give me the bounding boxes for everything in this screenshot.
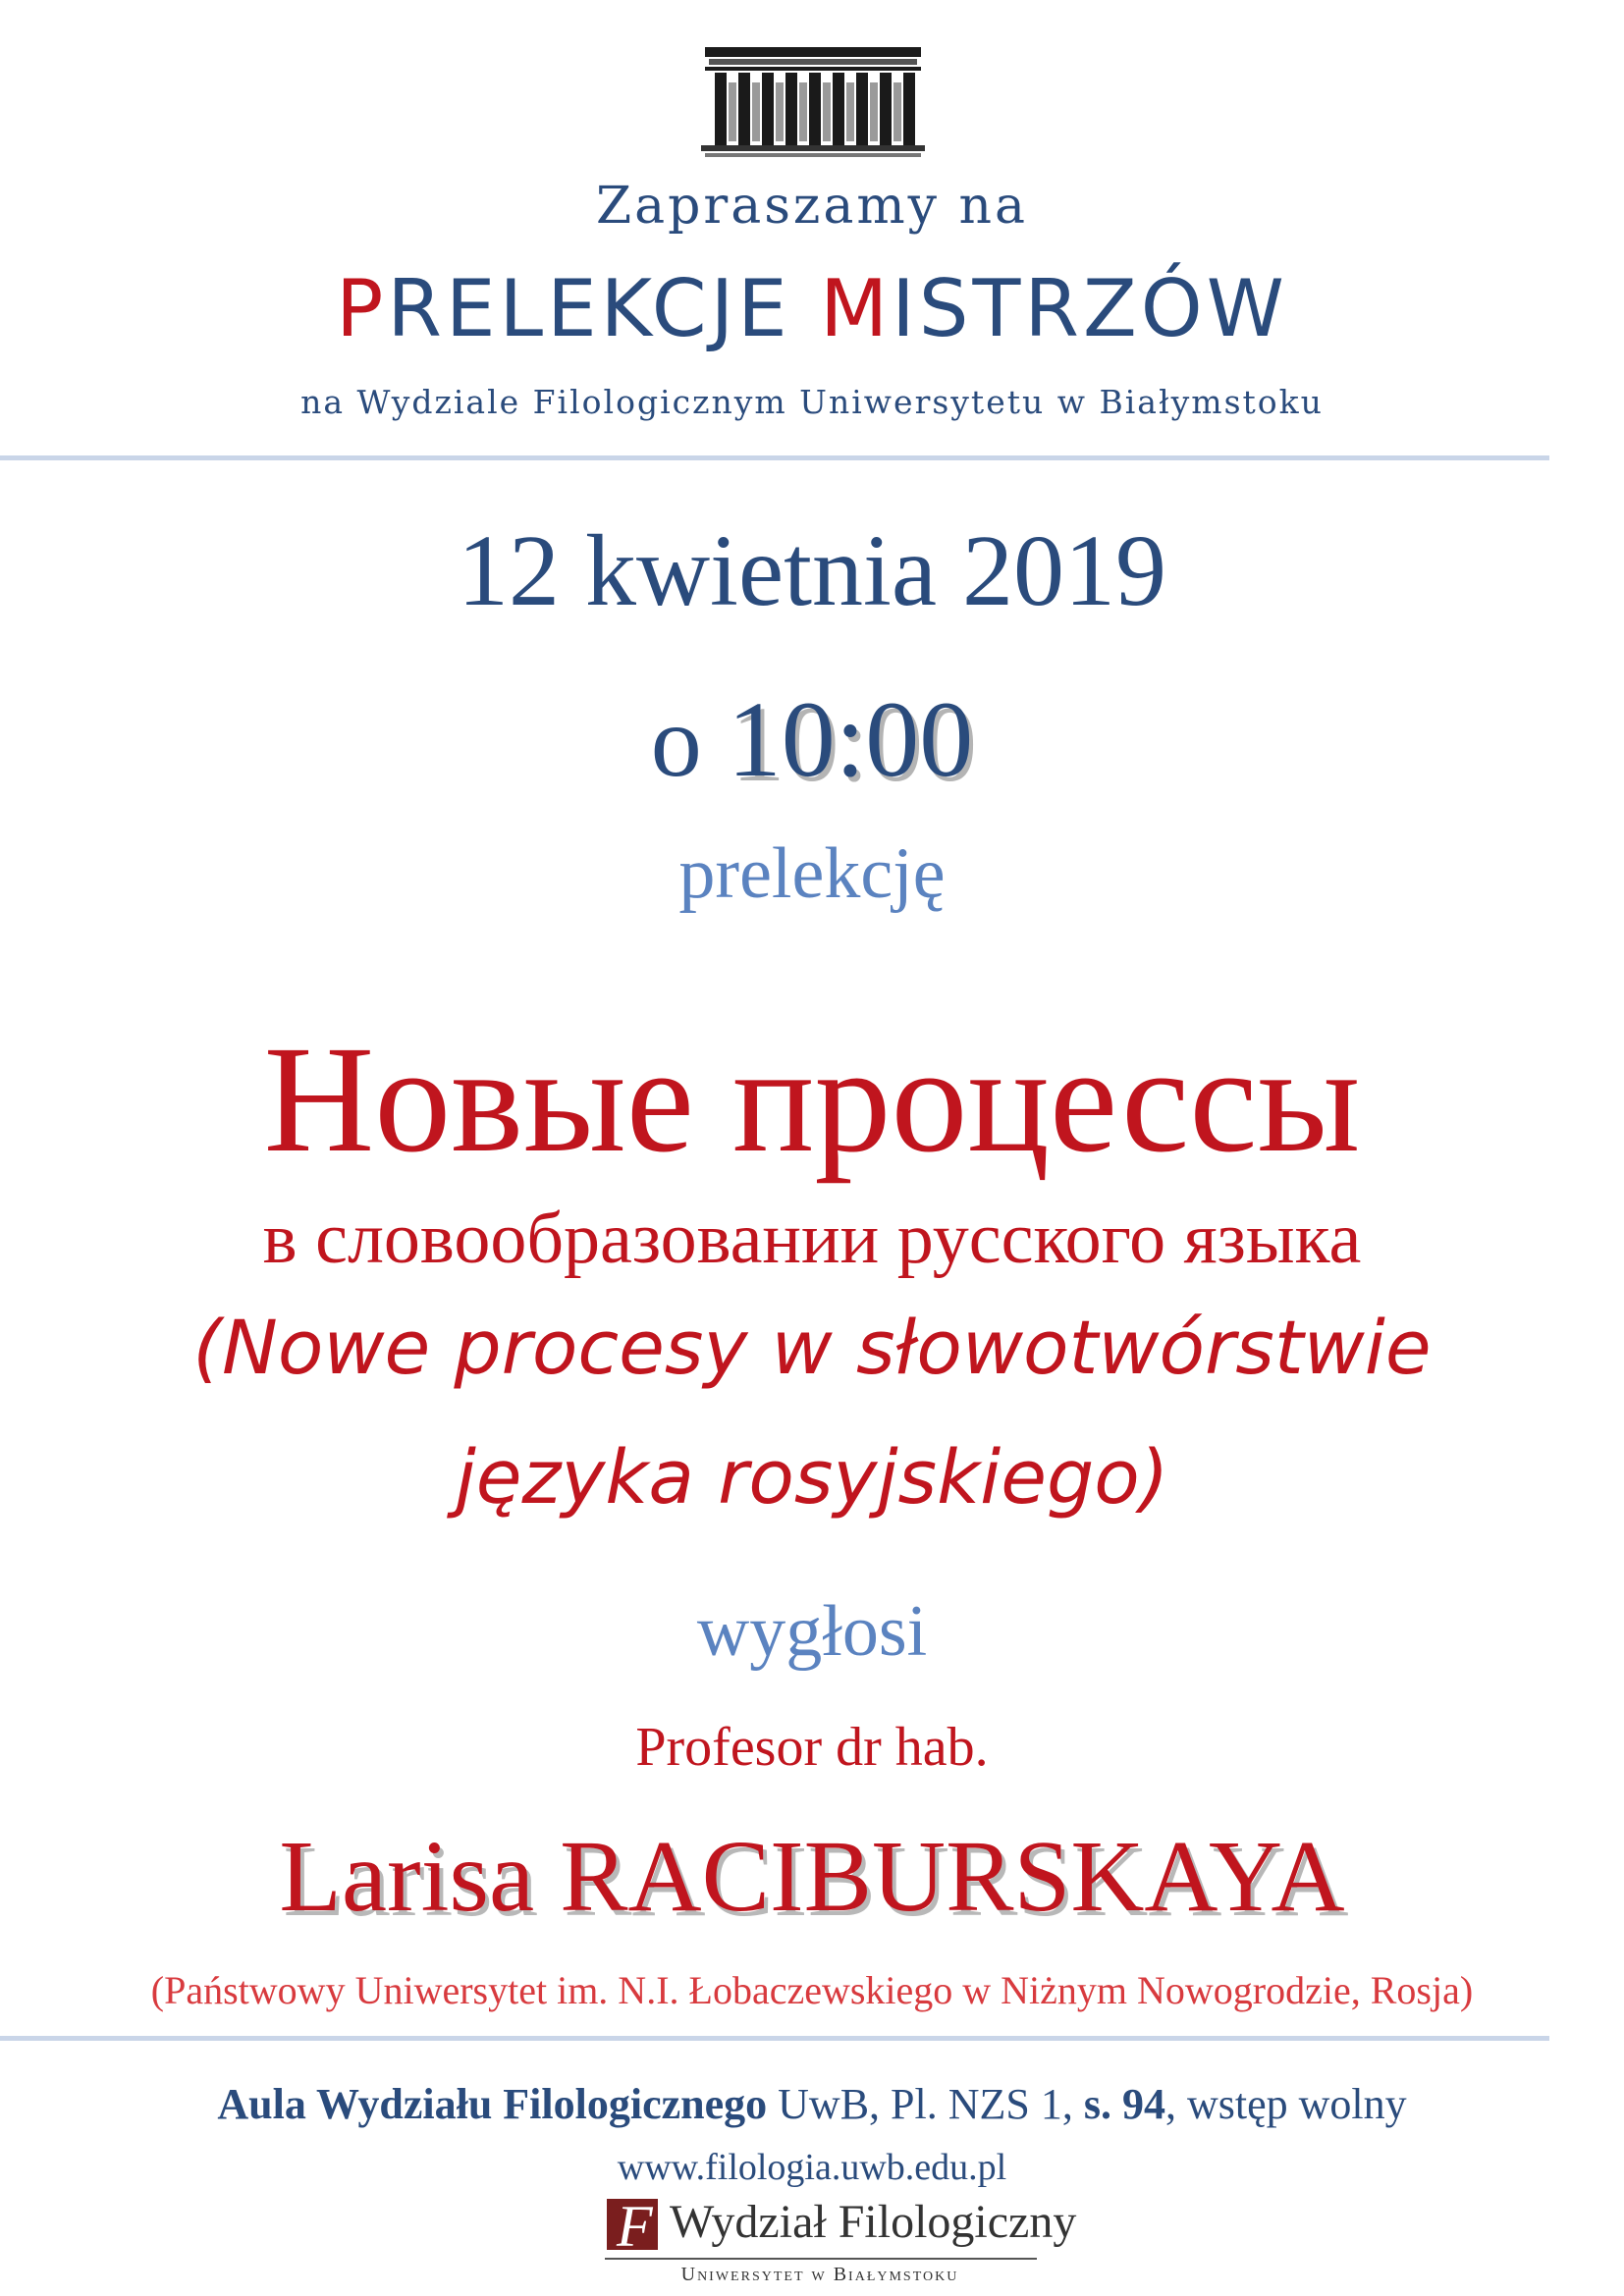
series-word-2-rest: ISTRZÓW [892, 263, 1288, 354]
divider-bottom [0, 2036, 1549, 2041]
faculty-logo-subtitle: Uniwersytet w Białymstoku [680, 2264, 959, 2285]
series-title [0, 263, 1624, 354]
faculty-logo-name: Wydział Filologiczny [670, 2196, 1077, 2248]
lecture-title-pl-line2: języka rosyjskiego) [455, 1433, 1169, 1521]
faculty-logo-divider [605, 2258, 1037, 2260]
speaker-intro: wygłosi [696, 1591, 928, 1672]
faculty-line: na Wydziale Filologicznym Uniwersytetu w Białymstoku [300, 383, 1324, 421]
speaker-affiliation: (Państwowy Uniwersytet im. N.I. Łobaczewskiego w Niżnym Nowogrodzie, Rosja) [150, 1968, 1474, 2012]
divider-top [0, 455, 1549, 460]
series-initial-m: M [820, 263, 893, 354]
venue-address: UwB, Pl. NZS 1, [767, 2080, 1084, 2128]
time-value: 10:00 [727, 679, 974, 799]
venue-place: Aula Wydziału Filologicznego [217, 2080, 768, 2128]
faculty-logo [599, 2195, 1077, 2289]
speaker-degree: Profesor dr hab. [635, 1717, 989, 1778]
invitation-text: Zapraszamy na [595, 177, 1029, 236]
series-initial-p: P [336, 263, 388, 354]
lecture-subtitle-ru: в словообразовании русского языка [262, 1199, 1362, 1279]
event-time [0, 677, 1624, 802]
lecture-title-ru: Новые процессы [263, 1014, 1361, 1184]
lecture-title-pl-line1: (Nowe procesy w słowotwórstwie [192, 1304, 1432, 1391]
time-prefix: o [650, 685, 728, 798]
building-icon [701, 43, 925, 161]
venue-entry: , wstęp wolny [1164, 2080, 1407, 2128]
event-kind: prelekcję [678, 833, 946, 914]
venue-line [0, 2079, 1624, 2129]
website-link[interactable]: www.filologia.uwb.edu.pl [617, 2147, 1007, 2188]
speaker-name: Larisa RACIBURSKAYA [279, 1820, 1345, 1933]
venue-room: s. 94 [1083, 2080, 1165, 2128]
series-word-1-rest: RELEKCJE [387, 263, 821, 354]
event-date: 12 kwietnia 2019 [457, 514, 1167, 627]
faculty-logo-icon [607, 2199, 658, 2250]
